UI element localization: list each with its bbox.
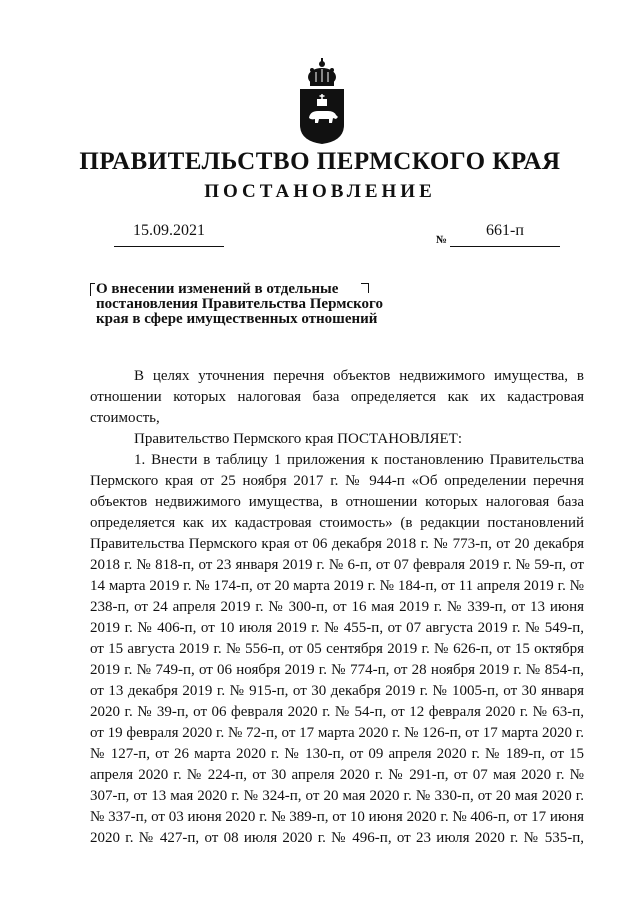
perm-krai-coat-of-arms-icon <box>296 55 348 145</box>
date-value: 15.09.2021 <box>133 222 205 239</box>
document-type: ПОСТАНОВЛЕНИЕ <box>204 181 436 202</box>
subject-line: постановления Правительства Пермского <box>96 296 383 312</box>
paragraph-preamble: В целях уточнения перечня объектов недвижимого имущества, в отношении которых налоговая база определяется как их кадастровая стоимость, <box>90 368 584 426</box>
number-underline <box>450 240 560 247</box>
date-underline <box>114 240 224 247</box>
document-date <box>114 222 224 247</box>
number-sign: № <box>436 234 448 246</box>
document-subject <box>96 282 406 327</box>
subject-line: края в сфере имущественных отношений <box>96 311 378 327</box>
paragraph-resolution-heading: Правительство Пермского края ПОСТАНОВЛЯЕТ: <box>134 431 463 447</box>
crown-icon <box>308 58 336 86</box>
government-title: ПРАВИТЕЛЬСТВО ПЕРМСКОГО КРАЯ <box>79 148 561 175</box>
document-number <box>436 222 560 247</box>
number-value: 661-п <box>486 222 524 239</box>
shield-icon <box>300 89 344 144</box>
subject-line: О внесении изменений в отдельные <box>96 281 339 297</box>
subject-bracket-left <box>90 283 95 296</box>
paragraph-item-1: 1. Внести в таблицу 1 приложения к постановлению Правительства Пермского края от 25 ноября 2017 г. № 944-п «Об определении перечня объектов недвижимого имущества, в отношении которых налоговая база определяется как их кадастровая стоимость» (в редакции постановлений Правительства Пермского края от 06 декабря 2018 г. № 773-п, от 20 декабря 2018 г. № 818-п, от 23 января 2019 г. № 6-п, от 07 февраля 2019 г. № 59-п, от 14 марта 2019 г. № 174-п, от 20 марта 2019 г. № 184-п, от 11 апреля 2019 г. № 238-п, от 24 апреля 2019 г. № 300-п, от 16 мая 2019 г. № 339-п, от 13 июня 2019 г. № 406-п, от 10 июля 2019 г. № 455-п, от 07 августа 2019 г. № 549-п, от 15 августа 2019 г. № 556-п, от 05 сентября 2019 г. № 626-п, от 15 октября 2019 г. № 749-п, от 06 ноября 2019 г. № 774-п, от 28 ноября 2019 г. № 854-п, от 13 декабря 2019 г. № 915-п, от 30 декабря 2019 г. № 1005-п, от 30 января 2020 г. № 39-п, от 06 февраля 2020 г. № 54-п, от 12 февраля 2020 г. № 63-п, от 19 февраля 2020 г. № 72-п, от 17 марта 2020 г. № 126-п, от 17 марта 2020 г. № 127-п, от 26 марта 2020 г. № 130-п, от 09 апреля 2020 г. № 189-п, от 15 апреля 2020 г. № 224-п, от 30 апреля 2020 г. № 291-п, от 07 мая 2020 г. № 307-п, от 13 мая 2020 г. № 324-п, от 20 мая 2020 г. № 330-п, от 20 мая 2020 г. № 337-п, от 03 июня 2020 г. № 389-п, от 10 июня 2020 г. № 406-п, от 17 июня 2020 г. № 427-п, от 08 июля 2020 г. № 496-п, от 23 июля 2020 г. № 535-п, <box>90 452 584 846</box>
document-body <box>90 366 584 849</box>
